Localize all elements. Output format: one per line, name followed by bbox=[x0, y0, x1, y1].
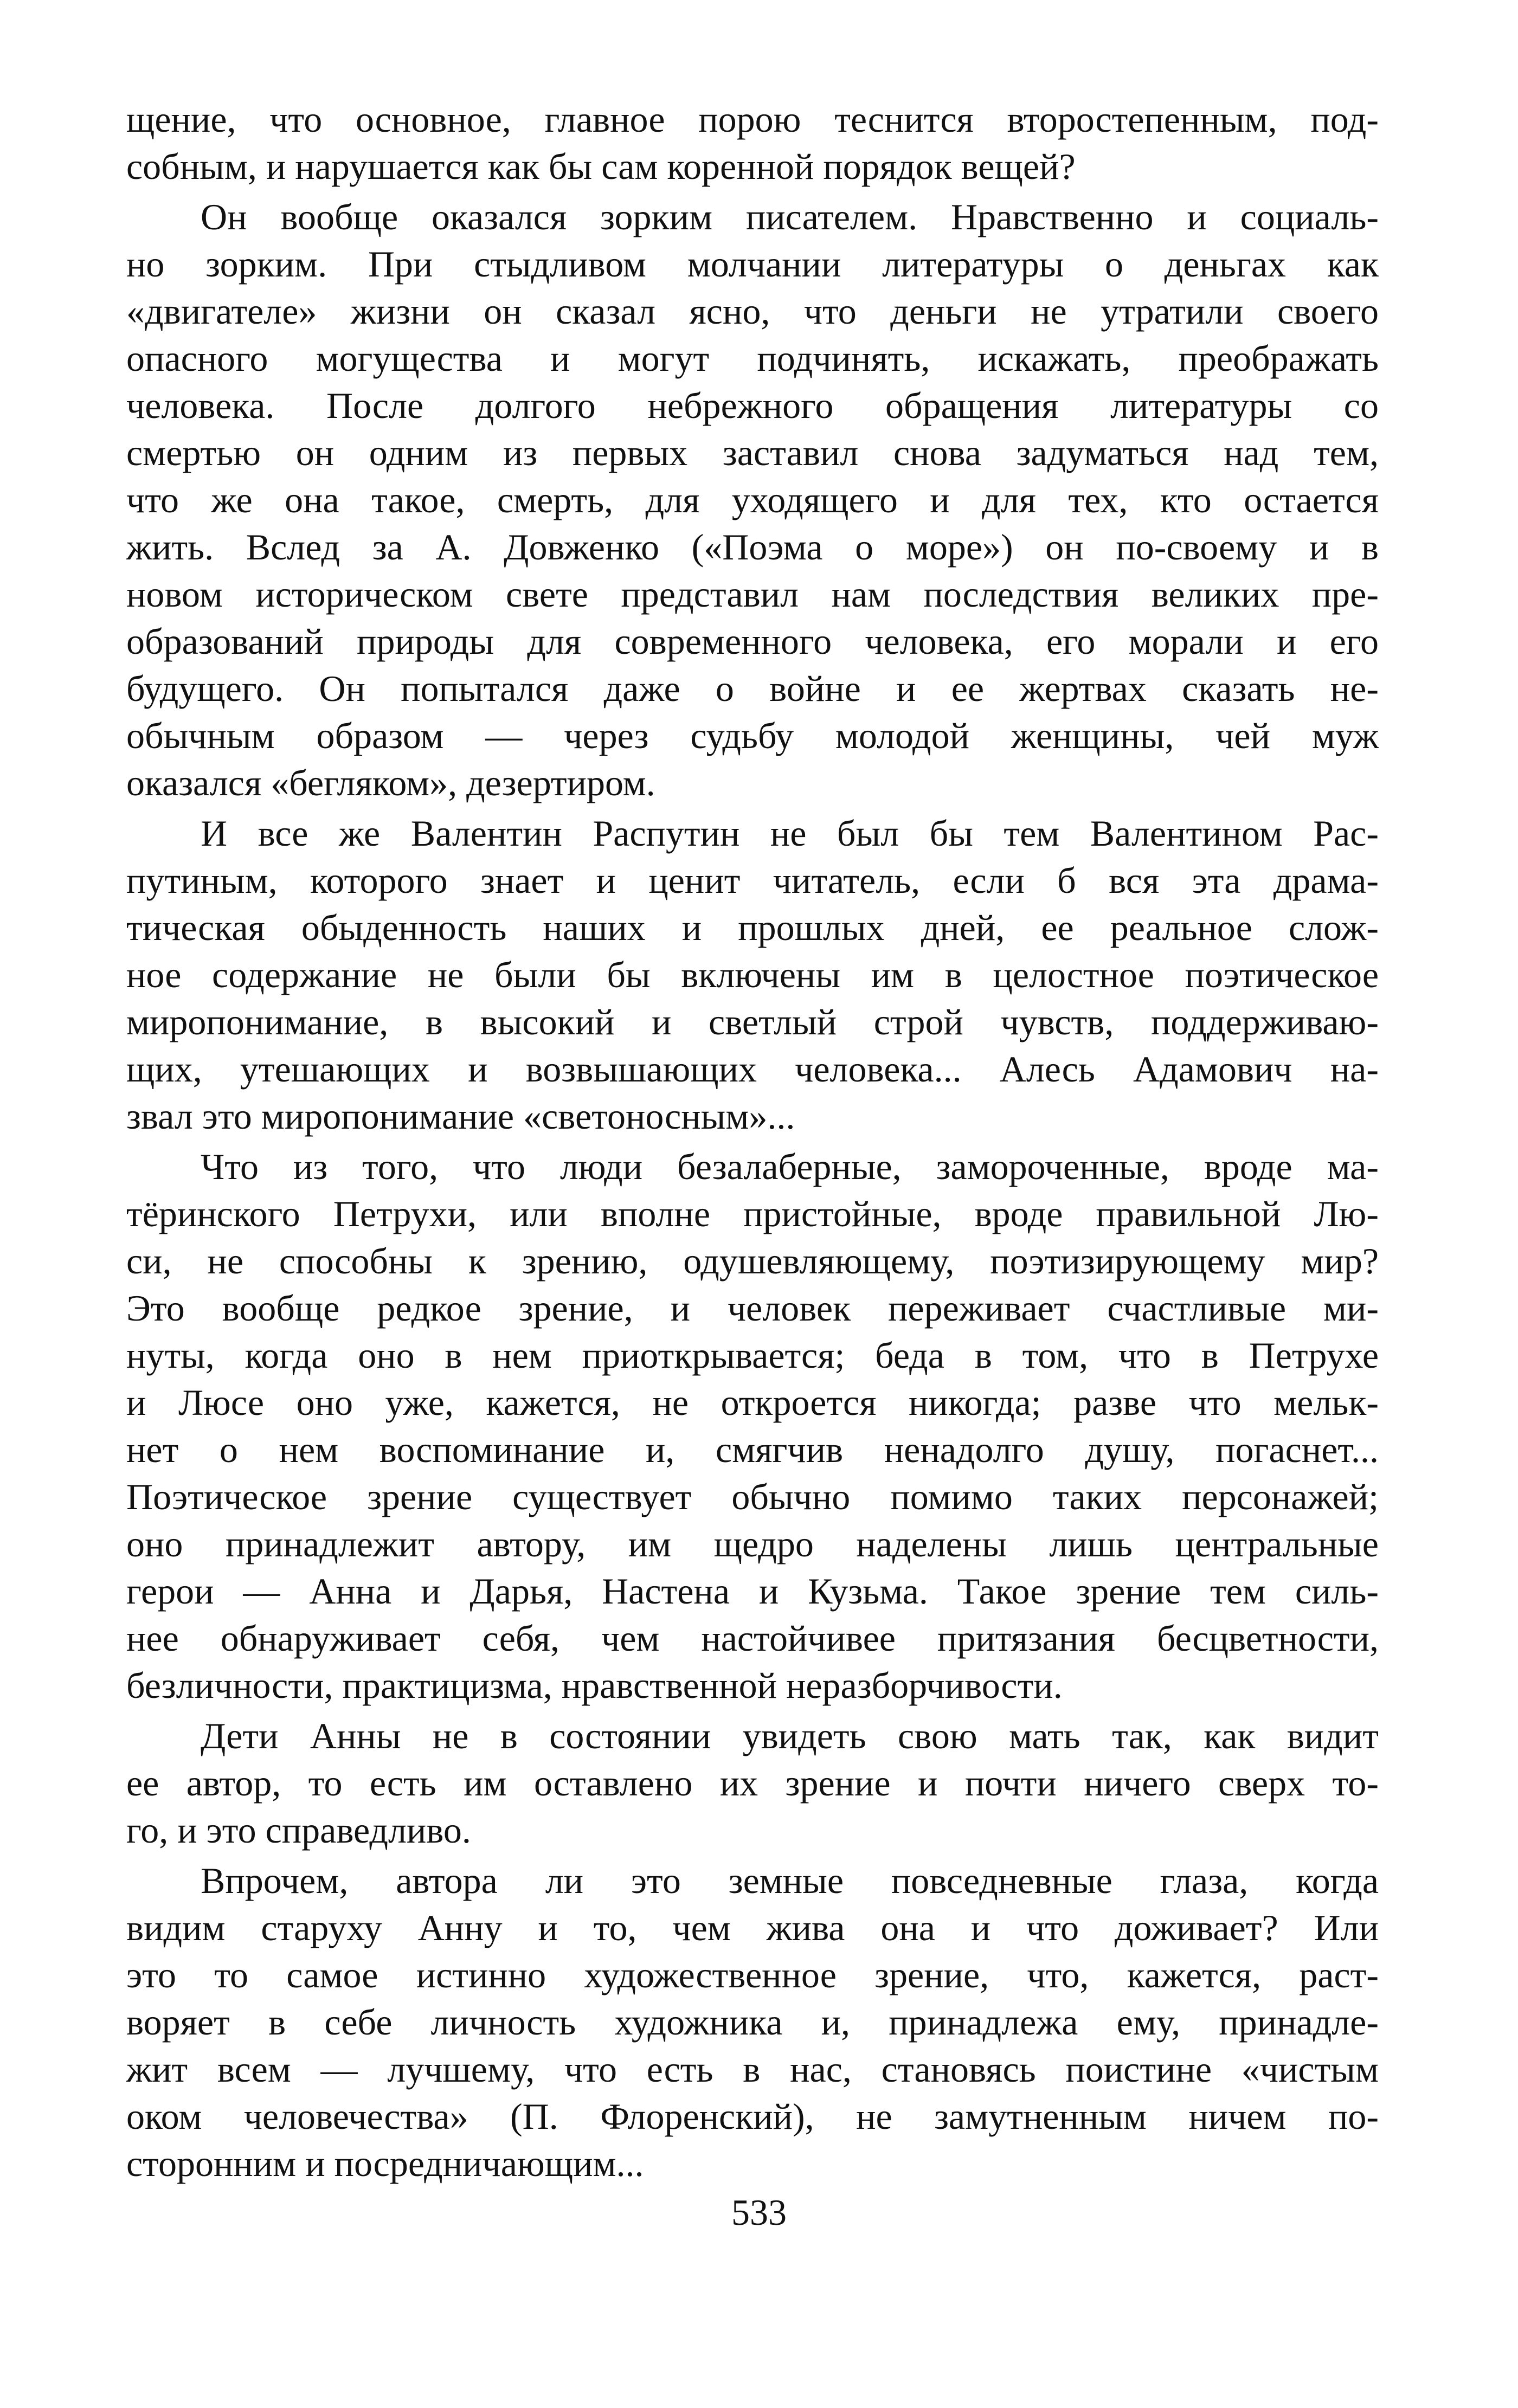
text-line: И все же Валентин Распутин не был бы тем Валентином Рас- bbox=[201, 813, 1379, 854]
text-line: «двигателе» жизни он сказал ясно, что деньги не утратили своего bbox=[126, 291, 1379, 332]
text-line: герои — Анна и Дарья, Настена и Кузьма. Такое зрение тем силь- bbox=[126, 1570, 1379, 1612]
text-line: смертью он одним из первых заставил снова задуматься над тем, bbox=[126, 432, 1379, 473]
text-line: воряет в себе личность художника и, принадлежа ему, принадле- bbox=[126, 2001, 1379, 2043]
text-line: это то самое истинно художественное зрение, что, кажется, раст- bbox=[126, 1954, 1379, 1995]
text-line: го, и это справедливо. bbox=[126, 1810, 471, 1851]
paragraph bbox=[126, 1712, 1379, 1854]
text-line: нет о нем воспоминание и, смягчив ненадолго душу, погаснет... bbox=[126, 1429, 1379, 1470]
text-line: щение, что основное, главное порою теснится второстепенным, под- bbox=[126, 99, 1379, 140]
text-line: новом историческом свете представил нам последствия великих пре- bbox=[126, 574, 1379, 615]
paragraph bbox=[126, 810, 1379, 1140]
text-line: Поэтическое зрение существует обычно помимо таких персонажей; bbox=[126, 1476, 1379, 1517]
text-line: Он вообще оказался зорким писателем. Нравственно и социаль- bbox=[201, 196, 1379, 237]
text-line: ее автор, то есть им оставлено их зрение и почти ничего сверх то- bbox=[126, 1762, 1379, 1804]
text-line: сторонним и посредничающим... bbox=[126, 2143, 644, 2184]
text-line: путиным, которого знает и ценит читатель, если б вся эта драма- bbox=[126, 860, 1379, 901]
text-line: собным, и нарушается как бы сам коренной порядок вещей? bbox=[126, 146, 1076, 187]
text-line: звал это миропонимание «светоносным»... bbox=[126, 1096, 795, 1137]
paragraph bbox=[126, 1857, 1379, 2187]
paragraph bbox=[126, 194, 1379, 807]
text-line: нуты, когда оно в нем приоткрывается; беда в том, что в Петрухе bbox=[126, 1335, 1379, 1376]
text-line: тическая обыденность наших и прошлых дней, ее реальное слож- bbox=[126, 907, 1379, 948]
text-line: ное содержание не были бы включены им в целостное поэтическое bbox=[126, 954, 1379, 995]
paragraph bbox=[126, 1143, 1379, 1709]
text-line: щих, утешающих и возвышающих человека... Алесь Адамович на- bbox=[126, 1048, 1379, 1090]
text-line: что же она такое, смерть, для уходящего и для тех, кто остается bbox=[126, 479, 1379, 520]
paragraph bbox=[126, 96, 1379, 190]
text-line: нее обнаруживает себя, чем настойчивее притязания бесцветности, bbox=[126, 1618, 1379, 1659]
text-line: тёринского Петрухи, или вполне пристойные, вроде правильной Лю- bbox=[126, 1193, 1379, 1234]
text-line: Дети Анны не в состоянии увидеть свою мать так, как видит bbox=[201, 1715, 1379, 1756]
text-line: оказался «бегляком», дезертиром. bbox=[126, 762, 655, 803]
text-line: оком человечества» (П. Флоренский), не замутненным ничем по- bbox=[126, 2096, 1379, 2137]
text-line: безличности, практицизма, нравственной неразборчивости. bbox=[126, 1665, 1063, 1706]
text-line: миропонимание, в высокий и светлый строй чувств, поддерживаю- bbox=[126, 1001, 1379, 1042]
text-line: Это вообще редкое зрение, и человек переживает счастливые ми- bbox=[126, 1287, 1379, 1329]
text-line: образований природы для современного человека, его морали и его bbox=[126, 621, 1379, 662]
page-number: 533 bbox=[731, 2192, 787, 2233]
text-line: Что из того, что люди безалаберные, замороченные, вроде ма- bbox=[201, 1146, 1379, 1187]
text-line: будущего. Он попытался даже о войне и ее жертвах сказать не- bbox=[126, 668, 1379, 709]
text-line: си, не способны к зрению, одушевляющему, поэтизирующему мир? bbox=[126, 1240, 1379, 1282]
text-line: обычным образом — через судьбу молодой женщины, чей муж bbox=[126, 715, 1379, 756]
text-line: опасного могущества и могут подчинять, искажать, преображать bbox=[126, 338, 1379, 379]
text-line: оно принадлежит автору, им щедро наделены лишь центральные bbox=[126, 1523, 1379, 1564]
text-line: жит всем — лучшему, что есть в нас, становясь поистине «чистым bbox=[126, 2049, 1379, 2090]
text-line: и Люсе оно уже, кажется, не откроется никогда; разве что мельк- bbox=[126, 1382, 1379, 1423]
body-text bbox=[126, 96, 1379, 2187]
text-line: видим старуху Анну и то, чем жива она и что доживает? Или bbox=[126, 1907, 1379, 1948]
text-line: человека. После долгого небрежного обращения литературы со bbox=[126, 385, 1379, 426]
text-line: жить. Вслед за А. Довженко («Поэма о море») он по-своему и в bbox=[126, 526, 1379, 568]
text-line: но зорким. При стыдливом молчании литературы о деньгах как bbox=[126, 243, 1379, 285]
text-line: Впрочем, автора ли это земные повседневные глаза, когда bbox=[201, 1860, 1379, 1901]
